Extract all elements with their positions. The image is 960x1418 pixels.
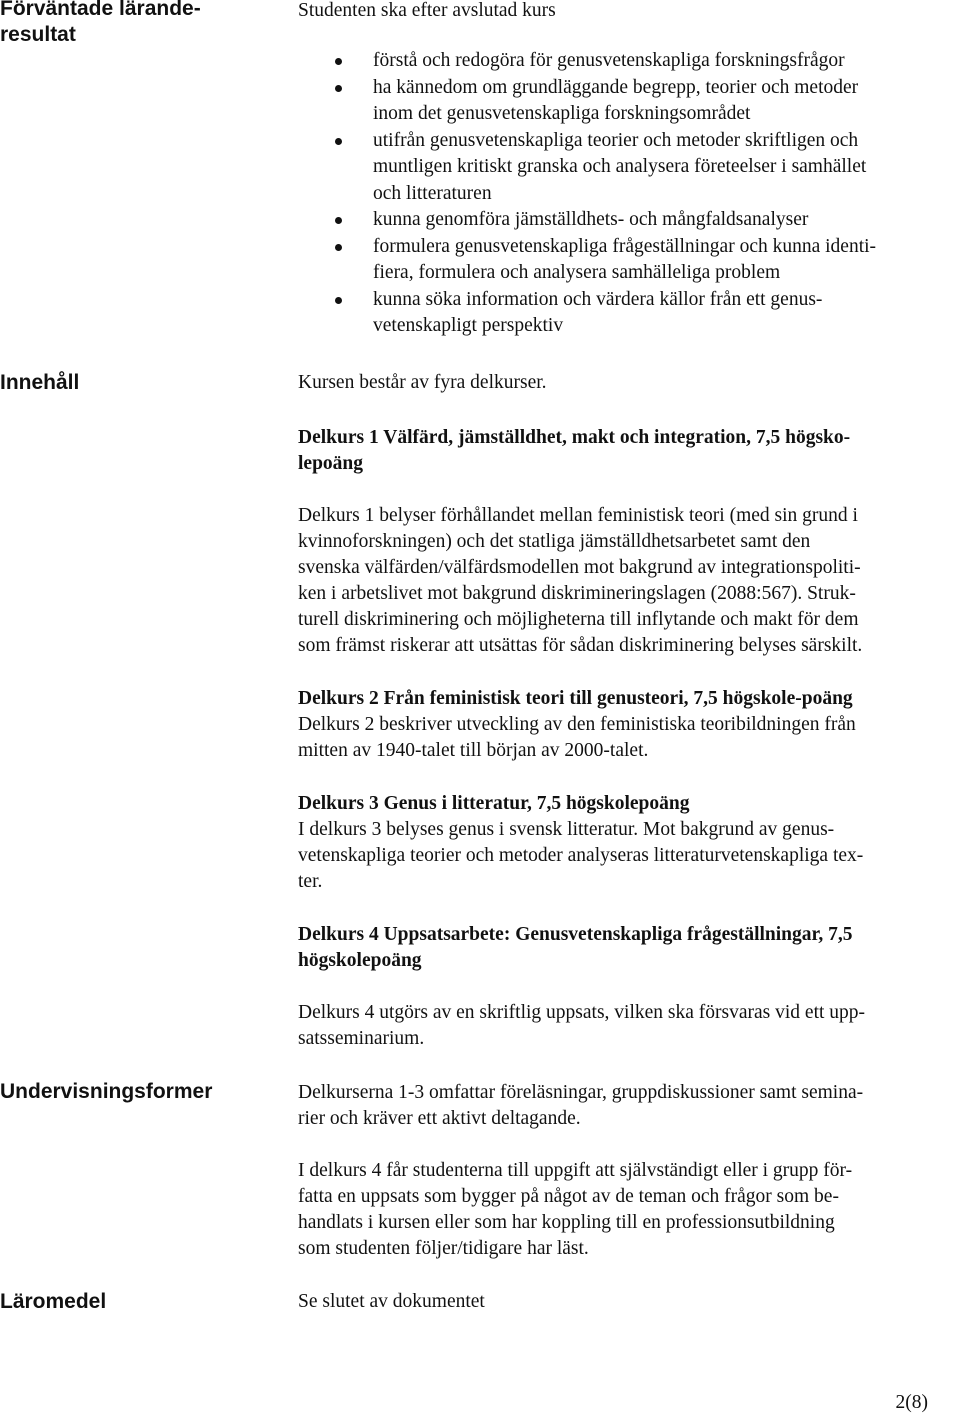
teaching-paragraph-2: I delkurs 4 får studenterna till uppgift att självständigt eller i grupp för- fatta en uppsats som bygger på något av de teman och frågor som be- handlats i kursen eller som har koppling till en professionsutbildning som studenten följer/tidigare har läst. bbox=[298, 1160, 853, 1259]
delkurs-1-body: Delkurs 1 belyser förhållandet mellan feministisk teori (med sin grund i kvinnoforskningen) och det statliga jämställdhetsarbetet samt den svenska välfärden/välfärdsmodellen mot bakgrund av integrationspoliti- ken i arbetslivet mot bakgrund diskrimineringslagen (2088:567). Struk- turell diskriminering och möjligheterna till inflytande och makt för dem som främst riskerar att utsättas för sådan diskriminering belyses särskilt. bbox=[298, 505, 863, 656]
section-label-teaching: Undervisningsformer bbox=[0, 1080, 213, 1103]
list-item: förstå och redogöra för genusvetenskapliga forskningsfrågor bbox=[298, 48, 960, 75]
list-item: utifrån genusvetenskapliga teorier och metoder skriftligen och muntligen kritiskt granska och analysera företeelser i samhället och litteraturen bbox=[298, 128, 960, 208]
section-label-materials: Läromedel bbox=[0, 1290, 107, 1313]
list-item: kunna genomföra jämställdhets- och mångfaldsanalyser bbox=[298, 207, 960, 234]
section-label-content: Innehåll bbox=[0, 371, 80, 394]
delkurs-2-body: Delkurs 2 beskriver utveckling av den feministiska teoribildningen från mitten av 1940-talet till början av 2000-talet. bbox=[298, 714, 856, 761]
delkurs-4-title: Delkurs 4 Uppsatsarbete: Genusvetenskapliga frågeställningar, 7,5 högskolepoäng bbox=[298, 924, 853, 971]
delkurs-1-title: Delkurs 1 Välfärd, jämställdhet, makt och integration, 7,5 högsko- lepoäng bbox=[298, 427, 851, 474]
list-item: formulera genusvetenskapliga frågeställningar och kunna identi- fiera, formulera och analysera samhälleliga problem bbox=[298, 234, 960, 287]
materials-text: Se slutet av dokumentet bbox=[298, 1291, 485, 1312]
delkurs-3-title: Delkurs 3 Genus i litteratur, 7,5 högskolepoäng bbox=[298, 793, 690, 814]
page-number: 2(8) bbox=[895, 1392, 928, 1413]
delkurs-2-title: Delkurs 2 Från feministisk teori till genusteori, 7,5 högskole-poäng bbox=[298, 688, 853, 709]
delkurs-4-body: Delkurs 4 utgörs av en skriftlig uppsats, vilken ska försvaras vid ett upp- satsseminarium. bbox=[298, 1002, 866, 1049]
section-label-outcomes: Förväntade lärande- resultat bbox=[0, 0, 201, 46]
teaching-paragraph-1: Delkurserna 1-3 omfattar föreläsningar, gruppdiskussioner samt semina- rier och kräver ett aktivt deltagande. bbox=[298, 1082, 864, 1129]
delkurs-3-body: I delkurs 3 belyses genus i svensk litteratur. Mot bakgrund av genus- vetenskapliga teorier och metoder analyseras litteraturvetenskapliga tex- ter. bbox=[298, 819, 864, 892]
content-intro: Kursen består av fyra delkurser. bbox=[298, 372, 547, 393]
list-item: ha kännedom om grundläggande begrepp, teorier och metoder inom det genusvetenskapliga forskningsområdet bbox=[298, 75, 960, 128]
outcomes-list bbox=[298, 48, 960, 340]
outcomes-intro: Studenten ska efter avslutad kurs bbox=[298, 0, 556, 21]
list-item: kunna söka information och värdera källor från ett genus- vetenskapligt perspektiv bbox=[298, 287, 960, 340]
